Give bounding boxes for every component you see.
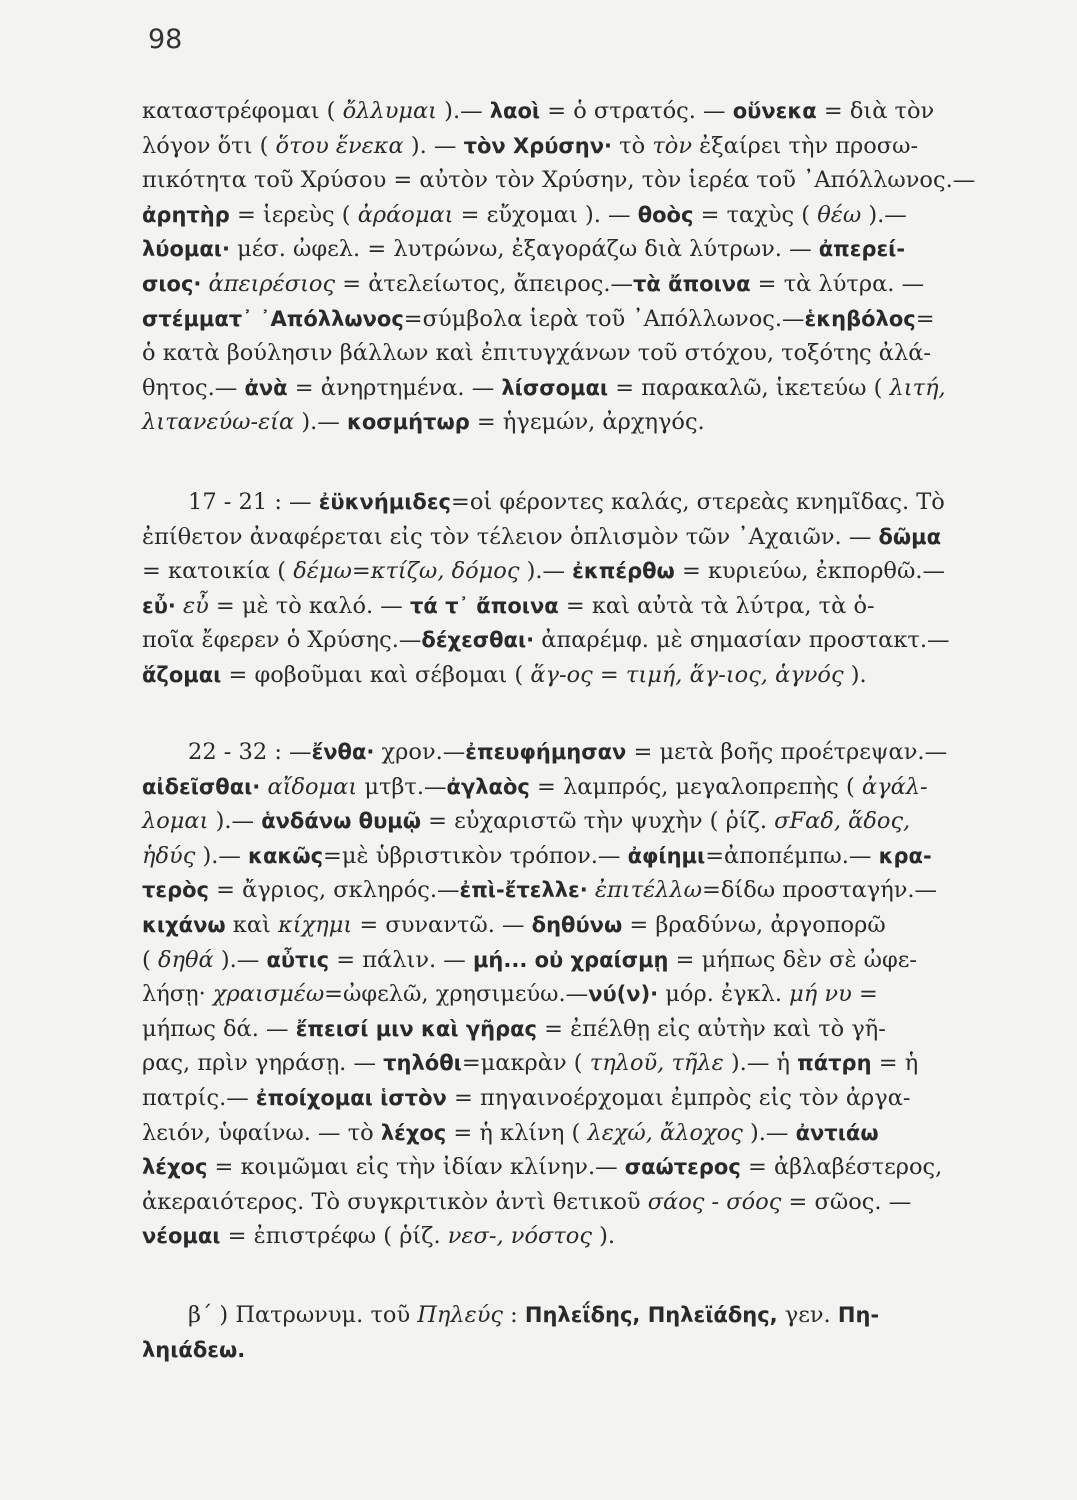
text-line: ἐπίθετον ἀναφέρεται εἰς τὸν τέλειον ὁπλισμὸν τῶν ᾿Αχαιῶν. — δῶμα [142, 523, 942, 550]
text-line: καταστρέφομαι ( ὄλλυμαι ).— λαοὶ = ὁ στρατός. — οὕνεκα = διὰ τὸν [142, 98, 935, 124]
text-line: ἀρητὴρ = ἱερεὺς ( ἀράομαι = εὔχομαι ). — θοὸς = ταχὺς ( θέω ).— [142, 201, 907, 228]
text-line: ληιάδεω. [142, 1337, 246, 1362]
text-line: λύομαι· μέσ. ὠφελ. = λυτρώνω, ἐξαγοράζω διὰ λύτρων. — ἀπερεί- [142, 236, 906, 263]
page-number: 98 [148, 24, 183, 55]
text-line: κιχάνω καὶ κίχημι = συναντῶ. — δηθύνω = βραδύνω, ἀργοπορῶ [142, 911, 886, 938]
text-line: ὁ κατὰ βούλησιν βάλλων καὶ ἐπιτυγχάνων τοῦ στόχου, τοξότης ἀλά- [142, 340, 932, 367]
paragraph-patronymic [142, 1298, 1010, 1367]
text-line: ἅζομαι = φοβοῦμαι καὶ σέβομαι ( ἅγ-ος = τιμή, ἅγ-ιος, ἁγνός ). [142, 661, 867, 688]
text-line: ποῖα ἔφερεν ὁ Χρύσης.—δέχεσθαι· ἀπαρέμφ. μὲ σημασίαν προστακτ.— [142, 627, 950, 654]
text-line: 22 - 32 : —ἔνθα· χρον.—ἐπευφήμησαν = μετὰ βοῆς προέτρεψαν.— [188, 739, 948, 765]
text-line: λομαι ).— ἁνδάνω θυμῷ = εὐχαριστῶ τὴν ψυχὴν ( ῥίζ. σFαδ, ἅδος, [142, 808, 911, 835]
text-line: λόγον ὅτι ( ὅτου ἕνεκα ). — τὸν Χρύσην· τὸ τὸν ἐξαίρει τὴν προσω- [142, 132, 919, 159]
text-line: νέομαι = ἐπιστρέφω ( ῥίζ. νεσ-, νόστος ). [142, 1223, 616, 1250]
text-line: β΄ ) Πατρωνυμ. τοῦ Πηλεύς : Πηλεΐδης, Πηλεϊάδης, γεν. Πη- [188, 1302, 880, 1328]
text-line: τερὸς = ἄγριος, σκληρός.—ἐπὶ-ἔτελλε· ἐπιτέλλω=δίδω προσταγήν.— [142, 877, 938, 904]
text-line: στέμματ᾿ ᾿Απόλλωνος=σύμβολα ἱερὰ τοῦ ᾿Απόλλωνος.—ἑκηβόλος= [142, 305, 935, 332]
text-line: ἀκεραιότερος. Τὸ συγκριτικὸν ἀντὶ θετικοῦ σάος - σόος = σῶος. — [142, 1188, 912, 1215]
paragraph-verses-17-21 [142, 485, 1010, 693]
text-line: πατρίς.— ἐποίχομαι ἱστὸν = πηγαινοέρχομαι ἐμπρὸς εἰς τὸν ἀργα- [142, 1084, 911, 1111]
text-line: λειόν, ὑφαίνω. — τὸ λέχος = ἡ κλίνη ( λεχώ, ἄλοχος ).— ἀντιάω [142, 1119, 879, 1146]
text-line: ( δηθά ).— αὖτις = πάλιν. — μή... οὐ χραίσμῃ = μήπως δὲν σὲ ὠφε- [142, 946, 918, 973]
text-line: ἡδύς ).— κακῶς=μὲ ὑβριστικὸν τρόπον.— ἀφίημι=ἀποπέμπω.— κρα- [142, 842, 932, 869]
text-line: 17 - 21 : — ἐϋκνήμιδες=οἱ φέροντες καλάς, στερεὰς κνημῖδας. Τὸ [188, 489, 945, 515]
text-line: ρας, πρὶν γηράσῃ. — τηλόθι=μακρὰν ( τηλοῦ, τῆλε ).— ἡ πάτρη = ἡ [142, 1050, 919, 1077]
text-line: θητος.— ἀνὰ = ἀνηρτημένα. — λίσσομαι = παρακαλῶ, ἱκετεύω ( λιτή, [142, 374, 946, 401]
text-line: λιτανεύω-εία ).— κοσμήτωρ = ἡγεμών, ἀρχηγός. [142, 409, 705, 436]
text-line: μήπως δά. — ἔπεισί μιν καὶ γῆρας = ἐπέλθῃ εἰς αὐτὴν καὶ τὸ γῆ- [142, 1015, 886, 1042]
paragraph-lines-1-10 [142, 94, 1010, 440]
paragraph-verses-22-32 [142, 735, 1010, 1254]
text-line: λέχος = κοιμῶμαι εἰς τὴν ἰδίαν κλίνην.— σαώτερος = ἀβλαβέστερος, [142, 1154, 943, 1181]
text-line: εὖ· εὖ = μὲ τὸ καλό. — τά τ᾿ ἄποινα = καὶ αὐτὰ τὰ λύτρα, τὰ ὁ- [142, 592, 875, 619]
text-line: = κατοικία ( δέμω=κτίζω, δόμος ).— ἐκπέρθω = κυριεύω, ἐκπορθῶ.— [142, 558, 945, 585]
text-line: σιος· ἀπειρέσιος = ἀτελείωτος, ἄπειρος.—τὰ ἄποινα = τὰ λύτρα. — [142, 270, 925, 297]
text-line: πικότητα τοῦ Χρύσου = αὐτὸν τὸν Χρύσην, τὸν ἱερέα τοῦ ᾿Απόλλωνος.— [142, 167, 976, 194]
text-line: λήσῃ· χραισμέω=ὠφελῶ, χρησιμεύω.—νύ(ν)· μόρ. ἐγκλ. μή νυ = [142, 981, 878, 1008]
text-line: αἰδεῖσθαι· αἴδομαι μτβτ.—ἀγλαὸς = λαμπρός, μεγαλοπρεπὴς ( ἀγάλ- [142, 773, 928, 800]
